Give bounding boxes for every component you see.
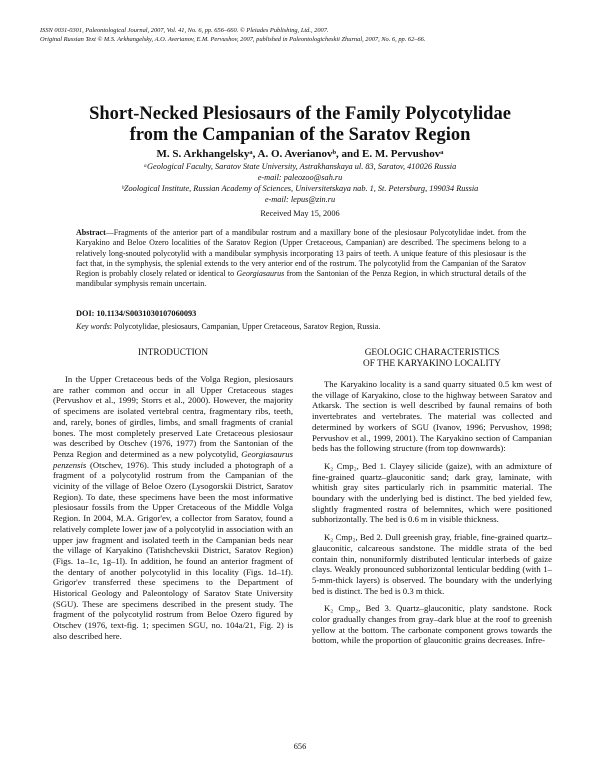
abstract-text-2: from the Santonian of the Penza Region, in which structural details of the mandibular symphysis remain uncertain.	[76, 269, 527, 289]
article-title	[40, 104, 560, 146]
keywords-label: Key words	[76, 322, 110, 331]
intro-text-2: (Otschev, 1976). This study included a photograph of a fragment of a polycotylid rostrum from the Campanian of the vicinity of the village of Beloe Ozero (Lysogorskii District, Saratov Region). To date, these specimens have been the most informative plesiosaur fossils from the Upper Cretaceous of the Middle Volga Region. In 2004, M.A. Grigor'ev, a collector from Saratov, found a relatively complete lower jaw of a polycotylid in association with an upper jaw fragment and isolated teeth in the Campanian beds near the village of Karyakino (Tatishchevskii District, Saratov Region) (Figs. 1a–1c, 1g–1l). In addition, he found an anterior fragment of the dentary of another polycotylid in this locality (Figs. 1d–1f). Grigor'ev transferred these specimens to the Department of Historical Geology and Paleontology of Saratov State University (SGU). These are specimens described in the present study. The fragment of the polycotylid rostrum from Beloe Ozero figured by Otschev (1976, text-fig. 1; specimen SGU, no. 104a/21, Fig. 2) is also described here.	[53, 459, 293, 641]
affiliation-a: ᵃGeological Faculty, Saratov State University, Astrakhanskaya ul. 83, Saratov, 410026 Russia	[143, 162, 457, 171]
intro-genus: Georgiasaurus penzensis	[53, 448, 293, 470]
email-b: e-mail: lepus@zin.ru	[264, 195, 336, 204]
introduction-heading: INTRODUCTION	[137, 348, 209, 358]
geo-paragraph-bed-3: K₂ Cmp₂, Bed 3. Quartz–glauconitic, platy sandstone. Rock color gradually changes from gray–dark blue at the roof to greenish yellow at the bottom. The carbonate component grows towards the bottom, while the proportion of glauconitic grains decreases. Infre-	[312, 603, 552, 646]
authors: M. S. Arkhangelskyᵃ, A. O. Averianovᵇ, and E. M. Pervushovᵃ	[156, 148, 444, 160]
geologic-heading	[312, 348, 552, 370]
header-line-2: Original Russian Text © M.S. Arkhangelsky, A.O. Averianov, E.M. Pervushov, 2007, published in Paleontologicheskii Zhurnal, 2007, No. 6, pp. 62–66.	[40, 35, 426, 43]
intro-text-1: In the Upper Cretaceous beds of the Volga Region, plesiosaurs are rather common and occur in all Upper Cretaceous stages (Pervushov et al., 1999; Storrs et al., 2000). However, the majority of specimens are isolated vertebral centra, fragmentary ribs, teeth, and, rarely, bones of girdles, limbs, and small fragments of cranial bones. The most completely preserved Late Cretaceous plesiosaur was described by Otschev (1976, 1977) from the Santonian of the Penza Region and determined as a new polycotylid,	[53, 374, 293, 459]
running-header	[40, 27, 560, 44]
title-line-1: Short-Necked Plesiosaurs of the Family Polycotylidae	[89, 104, 511, 124]
doi: DOI: 10.1134/S0031030107060093	[76, 309, 197, 318]
page-number: 656	[293, 742, 307, 751]
geologic-heading-line-1: GEOLOGIC CHARACTERISTICS	[364, 348, 500, 358]
geo-paragraph-1: The Karyakino locality is a sand quarry situated 0.5 km west of the village of Karyakino, close to the highway between Saratov and Atkarsk. The section is well described by faunal remains of both invertebrates and vertebrates. The material was collected and determined by workers of SGU (Ivanov, 1996; Pervushov, 1998; Pervushov et al., 1999, 2001). The Karyakino section of Campanian beds has the following structure (from top downwards):	[312, 379, 552, 454]
geo-paragraph-bed-2: K₂ Cmp₂, Bed 2. Dull greenish gray, friable, fine-grained quartz–glauconitic, calcareous sandstone. The middle strata of the bed contain thin, nonuniformly distributed lenticular interbeds of gaize clays. Weakly pronounced subhorizontal lenticular bedding (with 1–5-mm-thick layers) is observed. The boundary with the underlying bed is distinct. The bed is 0.3 m thick.	[312, 532, 552, 596]
keywords-text: : Polycotylidae, plesiosaurs, Campanian, Upper Cretaceous, Saratov Region, Russia.	[109, 322, 381, 331]
affiliation-b: ᵇZoological Institute, Russian Academy of Sciences, Universitetskaya nab. 1, St. Petersburg, 199034 Russia	[121, 184, 479, 193]
left-column	[53, 348, 293, 649]
header-line-1: ISSN 0031-0301, Paleontological Journal, 2007, Vol. 41, No. 6, pp. 656–660. © Pleiades Publishing, Ltd., 2007.	[40, 27, 329, 34]
keywords	[76, 322, 526, 331]
right-column	[312, 348, 552, 653]
abstract-label: Abstract	[76, 228, 106, 237]
abstract-text-1: —Fragments of the anterior part of a mandibular rostrum and a maxillary bone of the plesiosaur Polycotylidae indet. from the Karyakino and Beloe Ozero localities of the Saratov Region (Upper Cretaceous, Campanian) are described. The specimens belong to a relatively long-snouted polycotylid with a mandibular symphysis incorporating 13 pairs of teeth. A unique feature of this plesiosaur is the fact that, in the symphysis, the splenial extends to the very anterior end of the rostrum. The polycotylid from the Campanian of the Saratov Region is probably closely related or identical to	[76, 228, 526, 279]
email-a: e-mail: paleozoo@sah.ru	[257, 172, 343, 182]
received-date: Received May 15, 2006	[260, 209, 340, 218]
title-line-2: from the Campanian of the Saratov Region	[129, 125, 471, 145]
intro-paragraph	[53, 374, 293, 642]
geo-paragraph-bed-1: K₂ Cmp₂, Bed 1. Clayey silicide (gaize), with an admixture of fine-grained quartz–glauconitic sand; dark gray, laminate, with whitish gray sites particularly rich in psammitic material. The boundary with the underlying bed is distinct. The bed yielded few, slightly fragmented rostra of belemnites, which were positioned subhorizontally. The bed is 0.6 m in visible thickness.	[312, 460, 552, 525]
geologic-heading-line-2: OF THE KARYAKINO LOCALITY	[363, 359, 501, 369]
abstract-genus: Georgiasaurus	[236, 269, 285, 279]
abstract	[76, 228, 526, 290]
